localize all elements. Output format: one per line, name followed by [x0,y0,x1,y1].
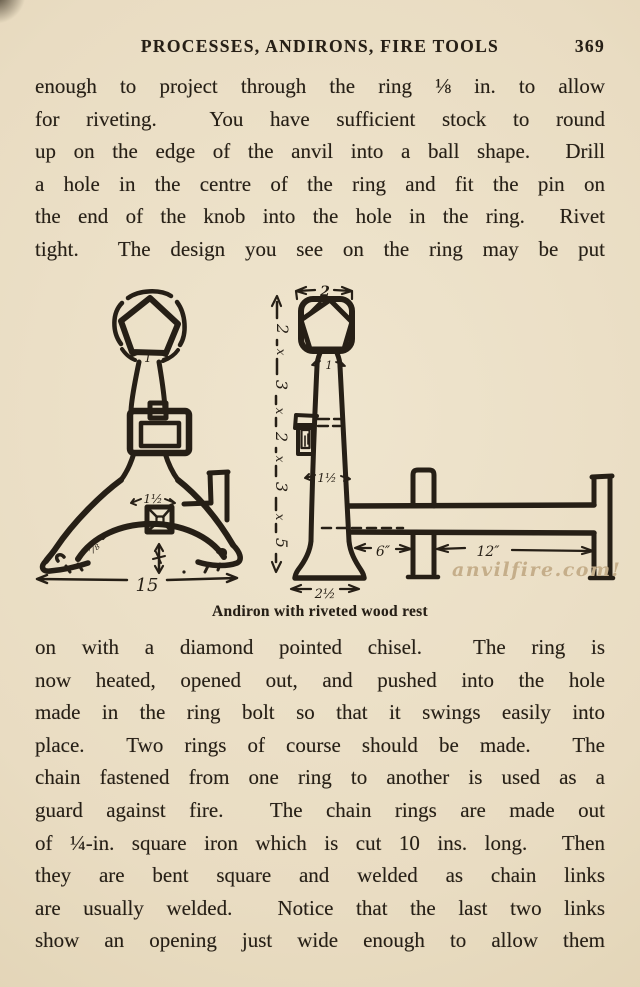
text-line: guard against fire. The chain rings are made out [35,797,605,822]
dimension-label: 3 [272,481,291,493]
dimension-label: 1½ [317,471,337,485]
andiron-figure-drawing [0,280,640,610]
dimension-tick: x [273,455,287,463]
dimension-label: 12″ [476,544,500,560]
dimension-tick: x [273,513,287,521]
paragraph-bottom [35,631,605,957]
dimension-label: 2½ [314,587,336,602]
text-line: made in the ring bolt so that it swings easily into [35,700,605,725]
height-dimension-chain [272,296,292,572]
text-line: the end of the knob into the hole in the ring. Rivet [35,204,605,229]
dimension-label: ⅞ [84,538,103,558]
text-line: enough to project through the ring ⅛ in. to allow [35,74,605,98]
dimension-label: 1 [325,359,333,372]
dimension-label: 1 [144,351,152,365]
dimension-tick: x [274,348,288,356]
text-line: now heated, opened out, and pushed into the hole [35,667,605,692]
dimension-label: 3 [272,379,291,391]
text-line: they are bent square and welded as chain links [35,863,605,888]
watermark: anvilfire.com! [452,559,622,581]
dimension-label: 2 [273,323,292,335]
page-number: 369 [574,36,605,56]
dimension-label: 15 [135,575,159,596]
andiron-side-view [291,284,621,602]
figure-caption: Andiron with riveted wood rest [212,603,428,620]
text-line: place. Two rings of course should be made. The [35,732,605,757]
text-line: are usually welded. Notice that the last two links [35,895,605,920]
text-line: chain fastened from one ring to another is used as a [35,765,605,790]
running-head-title: PROCESSES, ANDIRONS, FIRE TOOLS [140,36,500,56]
text-line: for riveting. You have sufficient stock to round [35,106,605,131]
text-line: up on the edge of the anvil into a ball shape. Drill [35,139,605,164]
paragraph-top [35,70,605,266]
text-line: tight. The design you see on the ring may be put [35,236,605,261]
andiron-front-view [37,291,240,596]
dimension-label: 1½ [143,492,163,506]
dimension-tick: x [273,407,287,415]
dimension-label: 2 [320,284,330,300]
dimension-label: 2 [272,431,291,443]
running-head [35,36,605,60]
text-line: of ¼-in. square iron which is cut 10 ins. long. Then [35,830,605,855]
dimension-label: 5 [272,537,291,549]
text-line: a hole in the centre of the ring and fit the pin on [35,171,605,196]
dimension-label: 6″ [375,544,391,560]
text-line: on with a diamond pointed chisel. The ring is [35,635,605,659]
text-line: show an opening just wide enough to allow them [35,928,605,953]
